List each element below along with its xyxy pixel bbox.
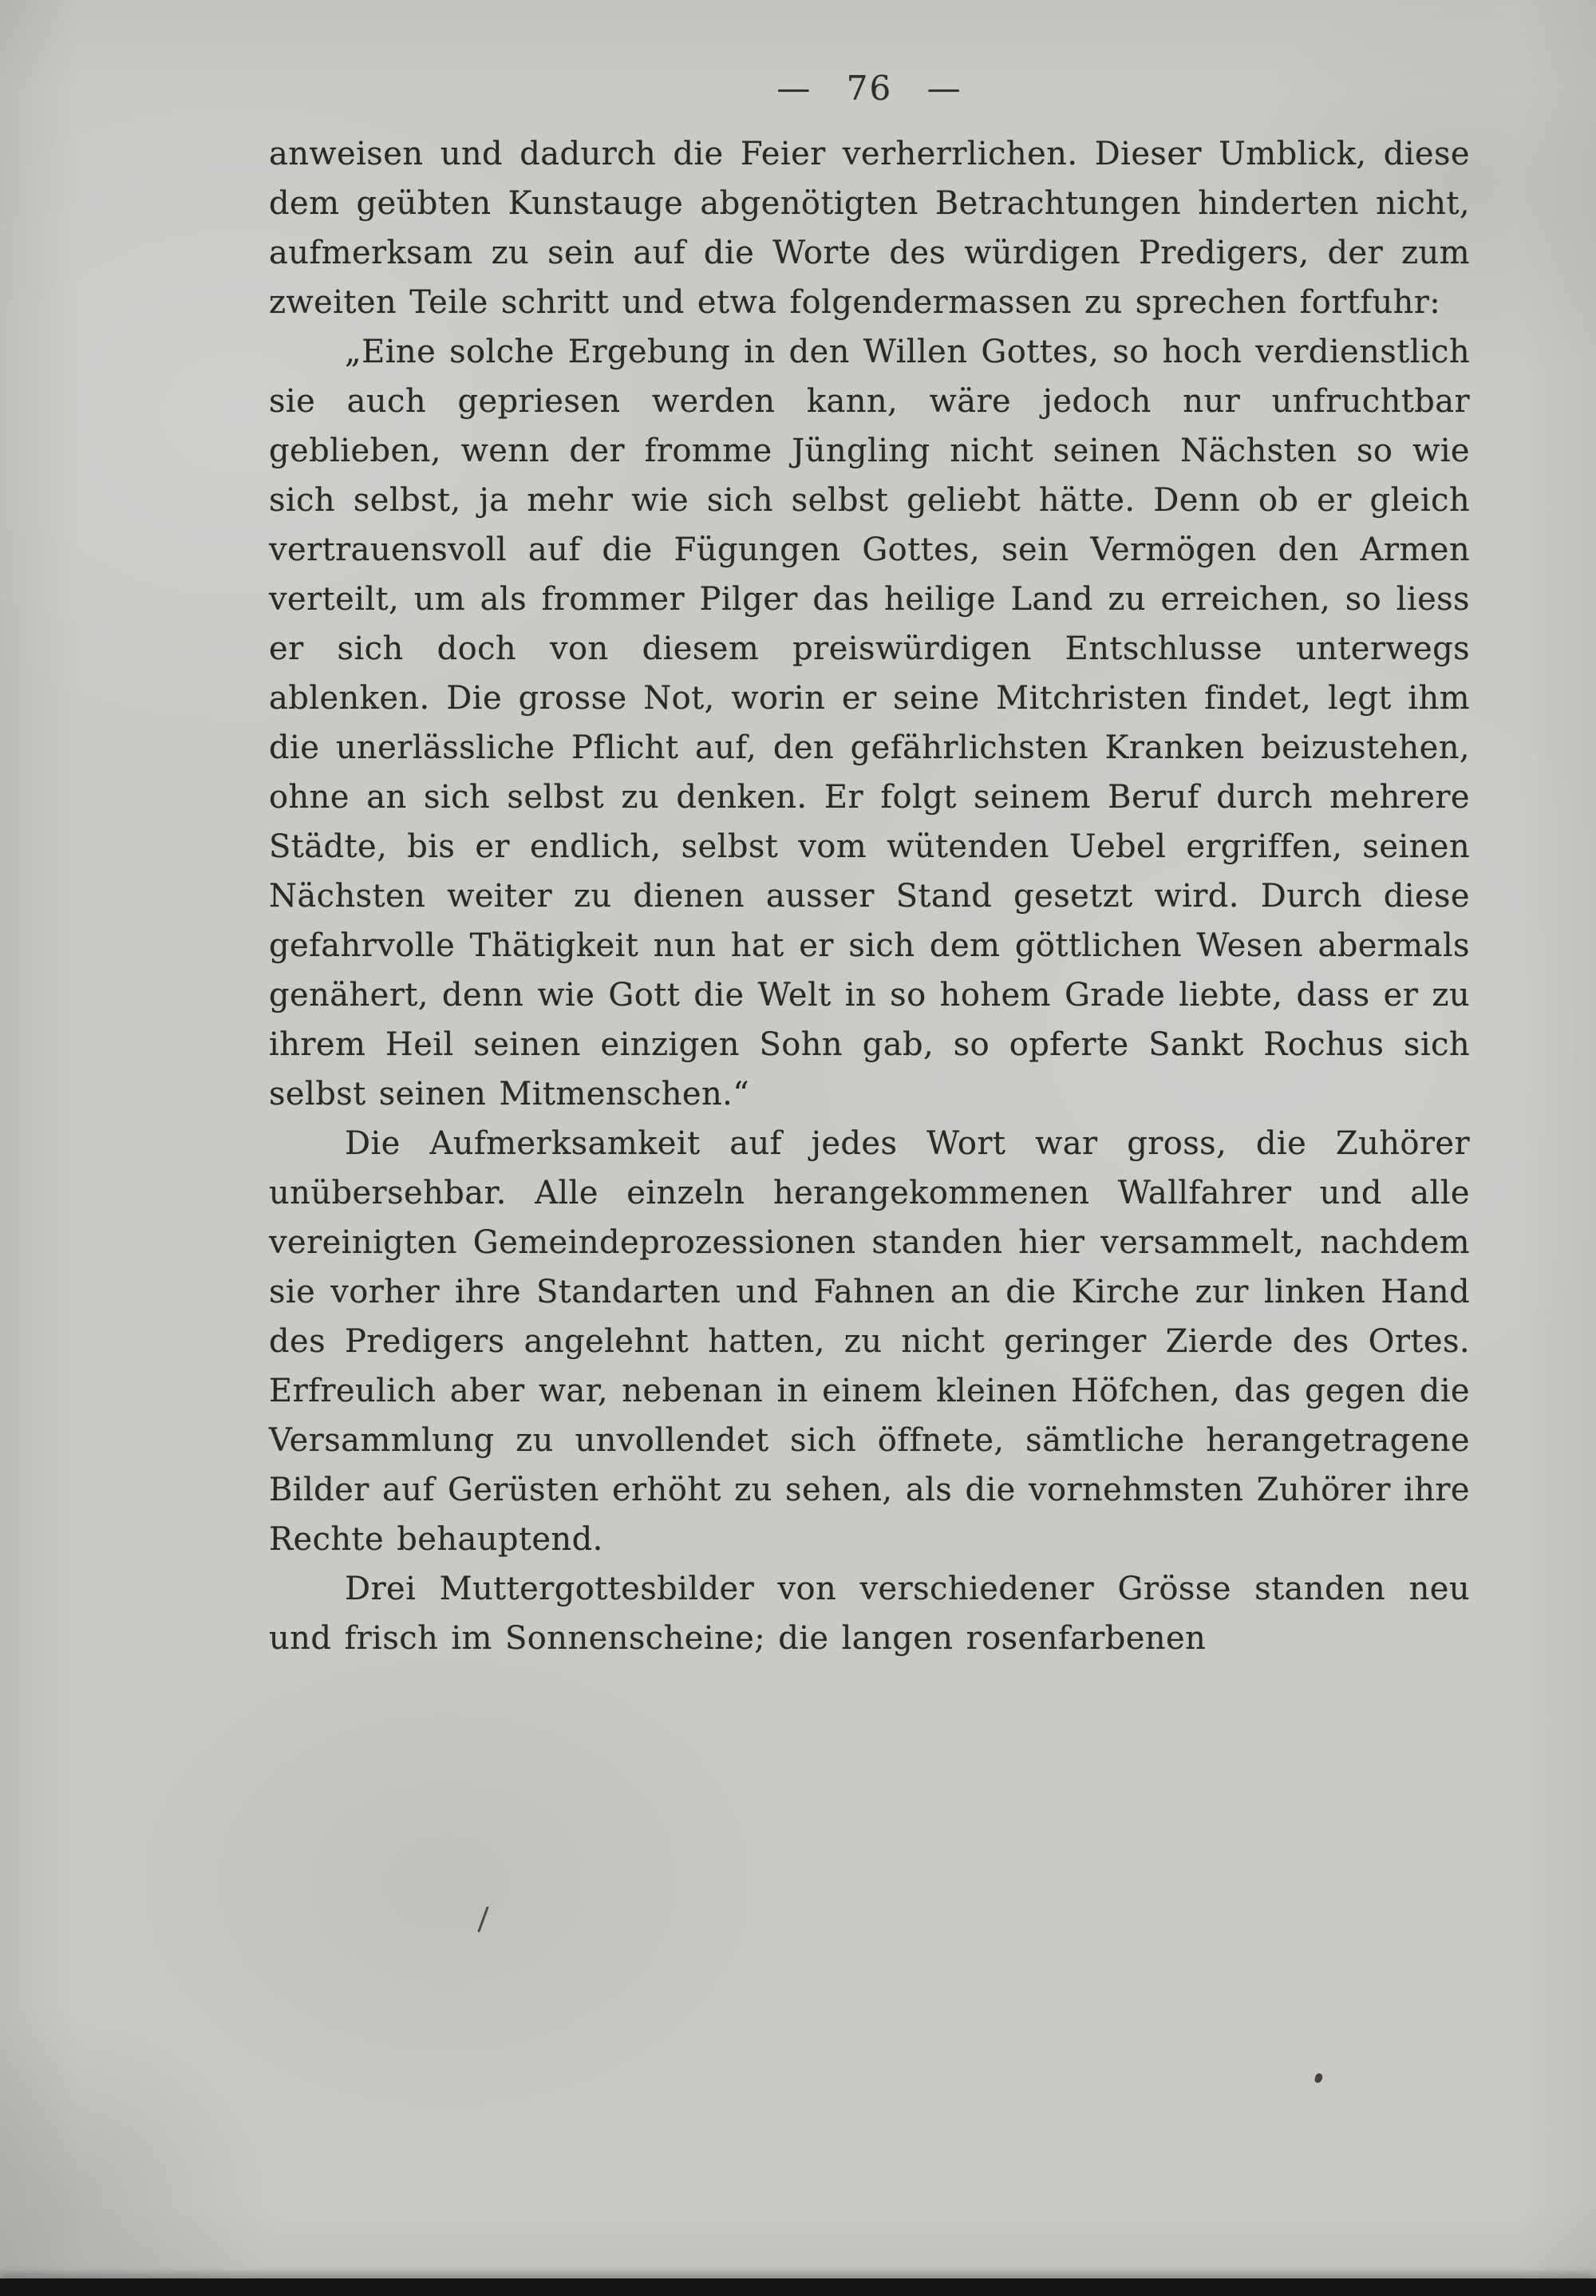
paragraph-quote: „Eine solche Ergebung in den Willen Gottes, so hoch verdienstlich sie auch gepriesen werden kann, wäre jedoch nur unfruchtbar geblieben, wenn der fromme Jüngling nicht seinen Nächsten so wie sich selbst, ja mehr wie sich selbst geliebt hätte. Denn ob er gleich vertrauensvoll auf die Fügungen Gottes, sein Vermögen den Armen verteilt, um als frommer Pilger das heilige Land zu erreichen, so liess er sich doch von diesem preiswürdigen Entschlusse unterwegs ablenken. Die grosse Not, worin er seine Mitchristen findet, legt ihm die unerlässliche Pflicht auf, den gefährlichsten Kranken beizustehen, ohne an sich selbst zu denken. Er folgt seinem Beruf durch mehrere Städte, bis er endlich, selbst vom wütenden Uebel ergriffen, seinen Nächsten weiter zu dienen ausser Stand gesetzt wird. Durch diese gefahrvolle Thätigkeit nun hat er sich dem göttlichen Wesen abermals genähert, denn wie Gott die Welt in so hohem Grade liebte, dass er zu ihrem Heil seinen einzigen Sohn gab, so opferte Sankt Rochus sich selbst seinen Mitmenschen.“ [269,334,1470,1112]
paragraph-continued: anweisen und dadurch die Feier verherrlichen. Dieser Umblick, diese dem geübten Kunstauge abgenötigten Betrachtungen hinderten nicht, aufmerksam zu sein auf die Worte des würdigen Predigers, der zum zweiten Teile schritt und etwa folgendermassen zu sprechen fortfuhr: [269,136,1470,321]
page-text-block [269,129,1470,1663]
scan-bottom-edge [0,2278,1596,2296]
paragraph: Drei Muttergottesbilder von verschiedener Grösse standen neu und frisch im Sonnenscheine; die langen rosenfarbenen [269,1571,1470,1657]
page-number: — 76 — [776,69,962,108]
paragraph: Die Aufmerksamkeit auf jedes Wort war gross, die Zuhörer unübersehbar. Alle einzeln herangekommenen Wallfahrer und alle vereinigten Gemeindeprozessionen standen hier versammelt, nachdem sie vorher ihre Standarten und Fahnen an die Kirche zur linken Hand des Predigers angelehnt hatten, zu nicht geringer Zierde des Ortes. Erfreulich aber war, nebenan in einem kleinen Höfchen, das gegen die Versammlung zu unvollendet sich öffnete, sämtliche herangetragene Bilder auf Gerüsten erhöht zu sehen, als die vornehmsten Zuhörer ihre Rechte behauptend. [269,1125,1470,1558]
